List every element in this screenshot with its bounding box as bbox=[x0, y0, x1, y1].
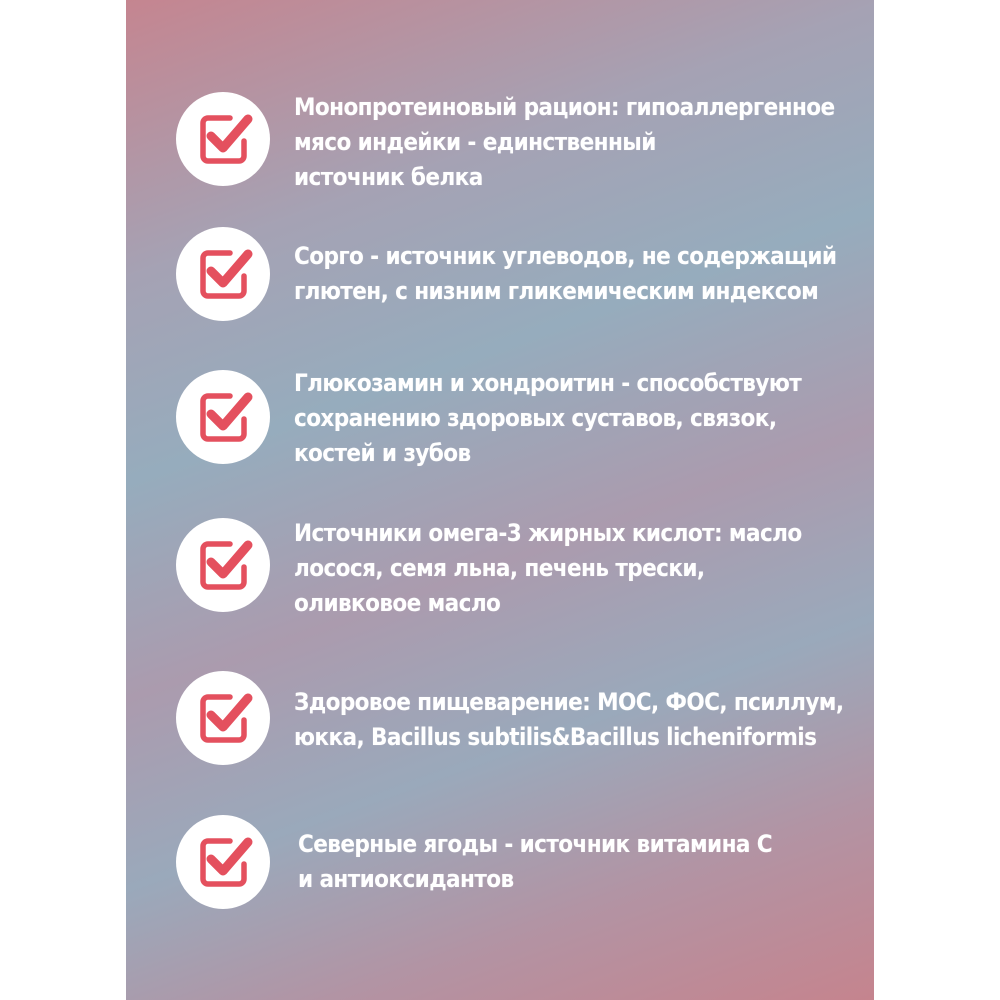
checkbox-check-icon bbox=[176, 92, 270, 186]
feature-text: Глюкозамин и хондроитин - способствуют сохранению здоровых суставов, связок, костей и зубов bbox=[294, 369, 802, 467]
checkbox-check-icon bbox=[176, 671, 270, 765]
checkbox-check-icon bbox=[176, 370, 270, 464]
feature-panel bbox=[126, 0, 874, 1000]
checkbox-check-icon bbox=[176, 227, 270, 321]
checkbox-check-icon bbox=[176, 518, 270, 612]
feature-text: Здоровое пищеварение: МОС, ФОС, псиллум, юкка, Bacillus subtilis&Bacillus licheniformis bbox=[294, 688, 844, 751]
feature-text: Северные ягоды - источник витамина С и антиоксидантов bbox=[298, 830, 773, 893]
feature-text: Источники омега-3 жирных кислот: масло лосося, семя льна, печень трески, оливковое масло bbox=[294, 519, 802, 617]
feature-text: Сорго - источник углеводов, не содержащий глютен, с низним гликемическим индексом bbox=[294, 242, 837, 305]
checkbox-check-icon bbox=[176, 815, 270, 909]
feature-text: Монопротеиновый рацион: гипоаллергенное мясо индейки - единственный источник белка bbox=[294, 93, 835, 191]
